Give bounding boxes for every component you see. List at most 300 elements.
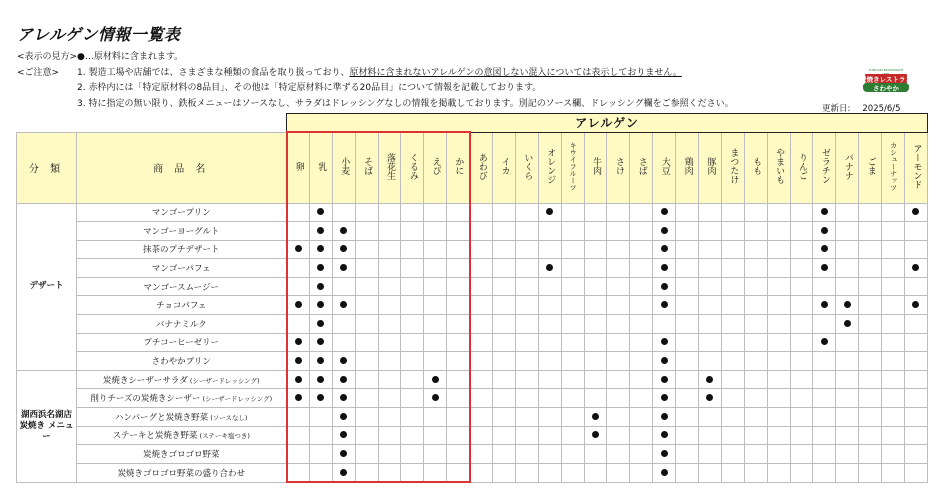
contains-dot-icon xyxy=(661,208,668,215)
allergen-cell xyxy=(882,259,905,278)
allergen-cell xyxy=(859,203,882,222)
product-name xyxy=(77,408,287,427)
allergen-cell xyxy=(905,426,928,445)
allergen-cell xyxy=(699,463,722,482)
allergen-cell xyxy=(744,203,767,222)
allergen-cell xyxy=(721,259,744,278)
allergen-cell xyxy=(607,352,630,371)
allergen-cell xyxy=(287,408,310,427)
allergen-cell xyxy=(836,315,859,334)
allergen-cell xyxy=(561,352,584,371)
table-row xyxy=(17,370,928,389)
allergen-cell xyxy=(699,240,722,259)
allergen-cell xyxy=(859,222,882,241)
allergen-cell xyxy=(470,389,493,408)
allergen-cell xyxy=(470,259,493,278)
allergen-cell xyxy=(493,203,516,222)
allergen-col-4 xyxy=(378,132,401,203)
allergen-cell xyxy=(493,389,516,408)
allergen-cell xyxy=(882,445,905,464)
allergen-cell xyxy=(744,333,767,352)
allergen-cell xyxy=(836,222,859,241)
allergen-cell xyxy=(653,408,676,427)
header-blank xyxy=(17,114,287,133)
caution-row-2: 2. 赤枠内には「特定原材料の8品目」、その他は「特定原材料に準ずる20品目」について情報を記載しております。 xyxy=(77,83,542,93)
contains-dot-icon xyxy=(340,469,347,476)
caution-row-1 xyxy=(17,66,734,82)
page-title: アレルゲン情報一覧表 xyxy=(17,25,181,44)
contains-dot-icon xyxy=(340,394,347,401)
contains-dot-icon xyxy=(317,227,324,234)
allergen-cell xyxy=(309,426,332,445)
allergen-cell xyxy=(424,222,447,241)
allergen-cell xyxy=(744,445,767,464)
contains-dot-icon xyxy=(295,338,302,345)
allergen-cell xyxy=(561,408,584,427)
allergen-cell xyxy=(584,333,607,352)
allergen-cell xyxy=(538,389,561,408)
allergen-cell xyxy=(767,370,790,389)
allergen-cell xyxy=(859,240,882,259)
contains-dot-icon xyxy=(661,245,668,252)
allergen-cell xyxy=(470,240,493,259)
allergen-cell xyxy=(470,370,493,389)
allergen-cell xyxy=(584,259,607,278)
allergen-cell xyxy=(447,296,470,315)
product-name xyxy=(77,222,287,241)
allergen-cell xyxy=(470,408,493,427)
allergen-cell xyxy=(424,315,447,334)
allergen-label: まつたけ xyxy=(728,148,739,184)
contains-dot-icon xyxy=(317,283,324,290)
allergen-cell xyxy=(676,463,699,482)
allergen-cell xyxy=(607,426,630,445)
allergen-cell xyxy=(561,315,584,334)
allergen-cell xyxy=(378,352,401,371)
allergen-label: そば xyxy=(362,157,373,176)
caution-row-3: 3. 特に指定の無い限り、鉄板メニューはソースなし、サラダはドレッシングなしの情報を掲載しております。別記のソース欄、ドレッシング欄をご参照ください。 xyxy=(77,98,734,109)
allergen-cell xyxy=(447,389,470,408)
allergen-cell xyxy=(790,203,813,222)
allergen-cell xyxy=(905,203,928,222)
allergen-cell xyxy=(859,333,882,352)
allergen-cell xyxy=(287,426,310,445)
allergen-cell xyxy=(744,426,767,445)
allergen-label: さけ xyxy=(613,157,624,175)
product-label: ハンバーグと炭焼き野菜 xyxy=(115,412,209,423)
contains-dot-icon xyxy=(661,450,668,457)
allergen-cell xyxy=(836,333,859,352)
allergen-cell xyxy=(584,240,607,259)
contains-dot-icon xyxy=(661,264,668,271)
product-label: 炭焼きシーザーサラダ xyxy=(102,375,188,386)
allergen-cell xyxy=(515,333,538,352)
allergen-cell xyxy=(813,203,836,222)
allergen-col-17 xyxy=(676,132,699,203)
allergen-cell xyxy=(355,426,378,445)
allergen-cell xyxy=(607,445,630,464)
allergen-cell xyxy=(813,315,836,334)
allergen-cell xyxy=(836,408,859,427)
allergen-cell xyxy=(607,370,630,389)
contains-dot-icon xyxy=(340,357,347,364)
allergen-cell xyxy=(378,463,401,482)
allergen-cell xyxy=(378,203,401,222)
allergen-cell xyxy=(332,426,355,445)
table-row xyxy=(17,426,928,445)
allergen-cell xyxy=(332,296,355,315)
allergen-col-22 xyxy=(790,132,813,203)
product-name xyxy=(77,370,287,389)
allergen-cell xyxy=(905,445,928,464)
allergen-cell xyxy=(378,333,401,352)
allergen-cell xyxy=(630,445,653,464)
allergen-cell xyxy=(630,370,653,389)
table-row xyxy=(17,222,928,241)
allergen-cell xyxy=(355,333,378,352)
allergen-cell xyxy=(538,296,561,315)
allergen-cell xyxy=(447,203,470,222)
contains-dot-icon xyxy=(592,431,599,438)
allergen-label: 卵 xyxy=(293,161,304,171)
allergen-cell xyxy=(721,445,744,464)
allergen-cell xyxy=(744,222,767,241)
allergen-cell xyxy=(630,389,653,408)
product-note: (シーザードレッシング) xyxy=(200,395,273,404)
contains-dot-icon xyxy=(340,301,347,308)
allergen-cell xyxy=(905,222,928,241)
allergen-cell xyxy=(859,463,882,482)
allergen-cell xyxy=(790,222,813,241)
allergen-cell xyxy=(721,203,744,222)
allergen-cell xyxy=(332,352,355,371)
allergen-cell xyxy=(584,389,607,408)
table-row xyxy=(17,408,928,427)
allergen-cell xyxy=(699,222,722,241)
allergen-cell xyxy=(355,352,378,371)
allergen-cell xyxy=(767,408,790,427)
allergen-cell xyxy=(424,277,447,296)
allergen-cell xyxy=(813,352,836,371)
allergen-cell xyxy=(790,296,813,315)
product-name xyxy=(77,352,287,371)
allergen-cell xyxy=(836,203,859,222)
allergen-cell xyxy=(287,240,310,259)
allergen-col-16 xyxy=(653,132,676,203)
allergen-cell xyxy=(584,315,607,334)
allergen-cell xyxy=(493,240,516,259)
table-row xyxy=(17,445,928,464)
allergen-cell xyxy=(744,240,767,259)
table-row xyxy=(17,240,928,259)
allergen-cell xyxy=(287,352,310,371)
allergen-cell xyxy=(493,296,516,315)
allergen-cell xyxy=(744,370,767,389)
allergen-cell xyxy=(790,370,813,389)
allergen-cell xyxy=(859,259,882,278)
allergen-cell xyxy=(607,389,630,408)
allergen-cell xyxy=(515,370,538,389)
allergen-cell xyxy=(676,240,699,259)
legend-row xyxy=(17,50,734,66)
allergen-cell xyxy=(653,352,676,371)
allergen-cell xyxy=(401,463,424,482)
allergen-cell xyxy=(287,277,310,296)
allergen-cell xyxy=(424,370,447,389)
allergen-cell xyxy=(699,445,722,464)
allergen-cell xyxy=(630,259,653,278)
allergen-cell xyxy=(538,315,561,334)
allergen-cell xyxy=(309,352,332,371)
contains-dot-icon xyxy=(340,245,347,252)
allergen-cell xyxy=(470,222,493,241)
allergen-cell xyxy=(699,426,722,445)
caution-1-underlined: 原材料に含まれないアレルゲンの意図しない混入については表示しておりません。 xyxy=(349,67,682,78)
allergen-cell xyxy=(401,259,424,278)
allergen-cell xyxy=(607,408,630,427)
allergen-cell xyxy=(630,203,653,222)
allergen-cell xyxy=(401,445,424,464)
allergen-cell xyxy=(493,352,516,371)
allergen-cell xyxy=(676,259,699,278)
allergen-cell xyxy=(767,463,790,482)
allergen-cell xyxy=(378,240,401,259)
allergen-cell xyxy=(493,259,516,278)
allergen-cell xyxy=(447,463,470,482)
contains-dot-icon xyxy=(821,264,828,271)
allergen-cell xyxy=(470,333,493,352)
allergen-cell xyxy=(882,203,905,222)
allergen-cell xyxy=(859,426,882,445)
allergen-cell xyxy=(653,445,676,464)
product-name xyxy=(77,315,287,334)
allergen-cell xyxy=(447,445,470,464)
product-label: ステーキと炭焼き野菜 xyxy=(112,431,198,442)
allergen-cell xyxy=(653,333,676,352)
contains-dot-icon xyxy=(317,320,324,327)
allergen-cell xyxy=(767,222,790,241)
allergen-cell xyxy=(355,463,378,482)
allergen-cell xyxy=(767,240,790,259)
allergen-cell xyxy=(699,370,722,389)
allergen-cell xyxy=(653,222,676,241)
product-name xyxy=(77,426,287,445)
logo-main-text: さわやか xyxy=(873,84,899,93)
contains-dot-icon xyxy=(821,338,828,345)
contains-dot-icon xyxy=(317,264,324,271)
allergen-cell xyxy=(309,408,332,427)
allergen-label: あわび xyxy=(476,152,487,180)
allergen-label: もも xyxy=(751,157,762,175)
allergen-cell xyxy=(905,277,928,296)
allergen-cell xyxy=(424,203,447,222)
allergen-cell xyxy=(561,277,584,296)
allergen-cell xyxy=(813,296,836,315)
allergen-cell xyxy=(767,315,790,334)
allergen-cell xyxy=(699,389,722,408)
contains-dot-icon xyxy=(340,227,347,234)
allergen-cell xyxy=(905,370,928,389)
allergen-cell xyxy=(309,389,332,408)
allergen-cell xyxy=(515,445,538,464)
allergen-col-10 xyxy=(515,132,538,203)
allergen-cell xyxy=(515,352,538,371)
product-name xyxy=(77,277,287,296)
allergen-cell xyxy=(630,240,653,259)
allergen-cell xyxy=(493,333,516,352)
allergen-cell xyxy=(813,445,836,464)
allergen-cell xyxy=(584,426,607,445)
allergen-cell xyxy=(561,296,584,315)
allergen-cell xyxy=(515,240,538,259)
allergen-cell xyxy=(607,222,630,241)
allergen-cell xyxy=(630,333,653,352)
allergen-cell xyxy=(493,408,516,427)
allergen-cell xyxy=(905,352,928,371)
allergen-label: くるみ xyxy=(407,152,418,180)
allergen-cell xyxy=(287,259,310,278)
allergen-label: ゼラチン xyxy=(819,148,830,184)
allergen-cell xyxy=(561,222,584,241)
allergen-col-11 xyxy=(538,132,561,203)
allergen-cell xyxy=(309,333,332,352)
allergen-cell xyxy=(401,408,424,427)
allergen-cell xyxy=(355,370,378,389)
contains-dot-icon xyxy=(317,245,324,252)
allergen-cell xyxy=(332,277,355,296)
allergen-cell xyxy=(790,277,813,296)
allergen-cell xyxy=(309,370,332,389)
allergen-cell xyxy=(836,370,859,389)
allergen-col-13 xyxy=(584,132,607,203)
product-note: (ステーキ塩つき) xyxy=(197,432,250,441)
logo-top-text: 炭焼きレストラン xyxy=(860,75,912,84)
table-row xyxy=(17,389,928,408)
allergen-cell xyxy=(561,203,584,222)
allergen-cell xyxy=(470,352,493,371)
allergen-cell xyxy=(607,240,630,259)
contains-dot-icon xyxy=(661,301,668,308)
allergen-cell xyxy=(721,315,744,334)
allergen-cell xyxy=(515,203,538,222)
allergen-cell xyxy=(630,222,653,241)
allergen-cell xyxy=(287,370,310,389)
allergen-cell xyxy=(836,445,859,464)
allergen-cell xyxy=(561,426,584,445)
contains-dot-icon xyxy=(340,264,347,271)
allergen-cell xyxy=(287,333,310,352)
allergen-cell xyxy=(607,259,630,278)
caution-1-text: 1. 製造工場や店舗では、さまざまな種類の食品を取り扱っており、 xyxy=(77,67,350,78)
allergen-cell xyxy=(721,277,744,296)
contains-dot-icon xyxy=(912,208,919,215)
allergen-cell xyxy=(493,426,516,445)
table-row xyxy=(17,333,928,352)
allergen-cell xyxy=(470,445,493,464)
table-row xyxy=(17,352,928,371)
allergen-cell xyxy=(515,222,538,241)
contains-dot-icon xyxy=(844,301,851,308)
allergen-cell xyxy=(378,389,401,408)
allergen-col-9 xyxy=(493,132,516,203)
allergen-cell xyxy=(424,426,447,445)
updated-label: 更新日: xyxy=(822,104,851,114)
allergen-cell xyxy=(813,333,836,352)
allergen-cell xyxy=(287,315,310,334)
contains-dot-icon xyxy=(317,394,324,401)
allergen-label: バナナ xyxy=(842,152,853,180)
table-row xyxy=(17,259,928,278)
allergen-cell xyxy=(653,296,676,315)
allergen-cell xyxy=(905,259,928,278)
contains-dot-icon xyxy=(295,357,302,364)
allergen-cell xyxy=(515,259,538,278)
allergen-cell xyxy=(676,408,699,427)
allergen-cell xyxy=(561,463,584,482)
contains-dot-icon xyxy=(661,469,668,476)
allergen-cell xyxy=(424,389,447,408)
allergen-cell xyxy=(744,352,767,371)
allergen-cell xyxy=(630,463,653,482)
allergen-cell xyxy=(584,296,607,315)
allergen-cell xyxy=(630,296,653,315)
allergen-cell xyxy=(538,352,561,371)
allergen-label: えび xyxy=(430,157,441,176)
contains-dot-icon xyxy=(821,245,828,252)
allergen-cell xyxy=(309,203,332,222)
allergen-cell xyxy=(309,277,332,296)
allergen-cell xyxy=(882,222,905,241)
allergen-cell xyxy=(332,445,355,464)
allergen-cell xyxy=(584,408,607,427)
allergen-cell xyxy=(424,240,447,259)
allergen-label: オレンジ xyxy=(545,148,556,184)
allergen-cell xyxy=(447,408,470,427)
allergen-cell xyxy=(653,315,676,334)
allergen-cell xyxy=(607,277,630,296)
allergen-cell xyxy=(676,445,699,464)
allergen-col-3 xyxy=(355,132,378,203)
allergen-cell xyxy=(905,296,928,315)
allergen-cell xyxy=(859,352,882,371)
allergen-cell xyxy=(309,240,332,259)
allergen-cell xyxy=(332,203,355,222)
allergen-cell xyxy=(538,408,561,427)
allergen-cell xyxy=(676,370,699,389)
allergen-table xyxy=(16,113,928,483)
allergen-cell xyxy=(836,389,859,408)
allergen-col-0 xyxy=(287,132,310,203)
allergen-col-19 xyxy=(721,132,744,203)
allergen-cell xyxy=(882,370,905,389)
contains-dot-icon xyxy=(546,208,553,215)
allergen-label: りんご xyxy=(797,152,808,180)
allergen-cell xyxy=(790,445,813,464)
allergen-cell xyxy=(309,463,332,482)
table-row xyxy=(17,315,928,334)
allergen-cell xyxy=(882,240,905,259)
allergen-cell xyxy=(767,203,790,222)
allergen-cell xyxy=(470,203,493,222)
allergen-cell xyxy=(424,259,447,278)
allergen-cell xyxy=(538,259,561,278)
allergen-cell xyxy=(630,426,653,445)
allergen-cell xyxy=(767,426,790,445)
allergen-label: 鶏肉 xyxy=(682,157,693,175)
allergen-cell xyxy=(905,389,928,408)
contains-dot-icon xyxy=(821,301,828,308)
product-name xyxy=(77,333,287,352)
